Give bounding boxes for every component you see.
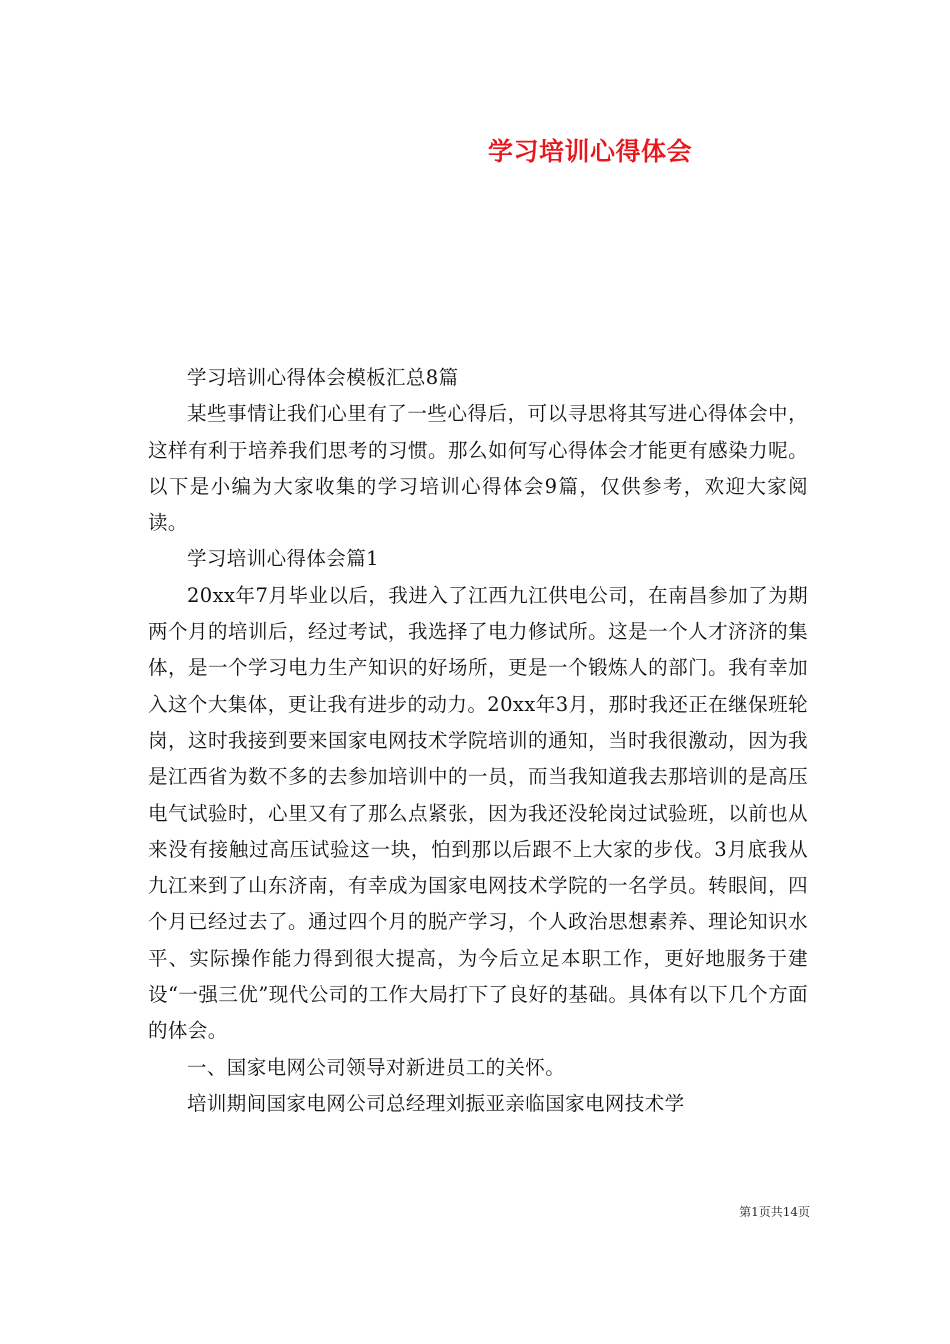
section-heading-1: 一、国家电网公司领导对新进员工的关怀。 <box>187 1055 566 1079</box>
intro-paragraph: 某些事情让我们心里有了一些心得后，可以寻思将其写进心得体会中，这样有利于培养我们思考的习惯。那么如何写心得体会才能更有感染力呢。以下是小编为大家收集的学习培训心得体会9篇，仅供参考，欢迎大家阅读。 <box>148 402 808 535</box>
document-title: 学习培训心得体会 <box>487 137 692 166</box>
document-body <box>148 360 808 1122</box>
heading-collection: 学习培训心得体会模板汇总8篇 <box>187 366 459 389</box>
heading-part-1: 学习培训心得体会篇1 <box>187 547 379 571</box>
section-paragraph-start: 培训期间国家电网公司总经理刘振亚亲临国家电网技术学 <box>187 1091 685 1115</box>
page-number-footer: 第1页共14页 <box>739 1205 810 1219</box>
part-1-paragraph: 20xx年7月毕业以后，我进入了江西九江供电公司，在南昌参加了为期两个月的培训后，经过考试，我选择了电力修试所。这是一个人才济济的集体，是一个学习电力生产知识的好场所，更是一个锻炼人的部门。我有幸加入这个大集体，更让我有进步的动力。20xx年3月，那时我还正在继保班轮岗，这时我接到要来国家电网技术学院培训的通知，当时我很激动，因为我是江西省为数不多的去参加培训中的一员，而当我知道我去那培训的是高压电气试验时，心里又有了那么点紧张，因为我还没轮岗过试验班，以前也从来没有接触过高压试验这一块，怕到那以后跟不上大家的步伐。3月底我从九江来到了山东济南，有幸成为国家电网技术学院的一名学员。转眼间，四个月已经过去了。通过四个月的脱产学习，个人政治思想素养、理论知识水平、实际操作能力得到很大提高，为今后立足本职工作，更好地服务于建设“一强三优”现代公司的工作大局打下了良好的基础。具体有以下几个方面的体会。 <box>148 583 808 1043</box>
